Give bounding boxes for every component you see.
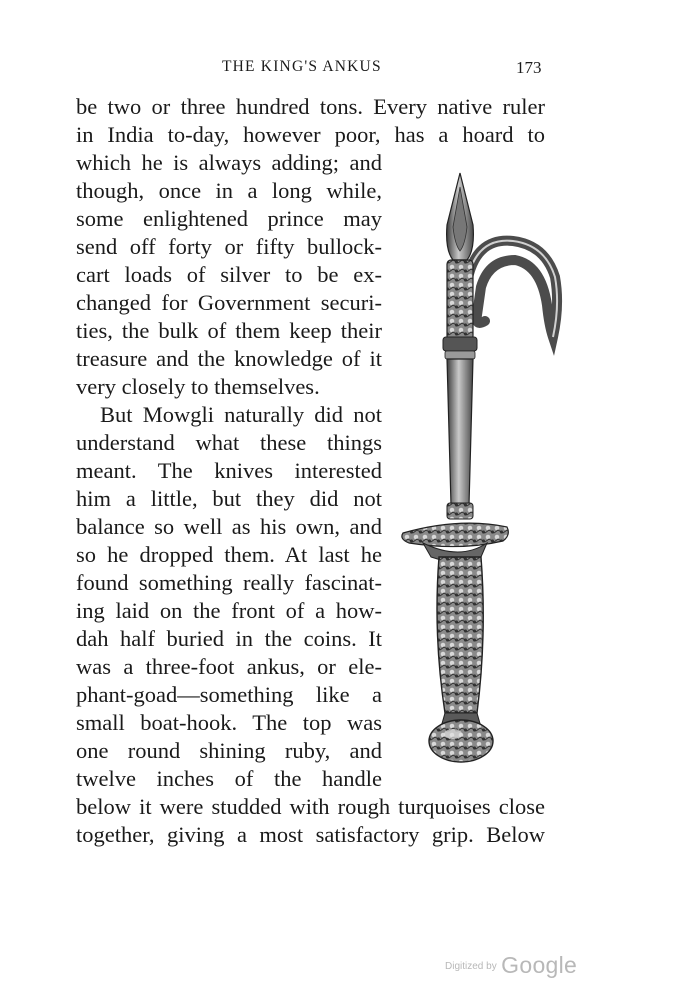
text-line: understand what these things	[76, 430, 382, 455]
pommel	[429, 720, 493, 762]
text-line: cart loads of silver to be ex-	[76, 262, 382, 287]
text-line: balance so well as his own, and	[76, 514, 382, 539]
text-line: ing laid on the front of a how-	[76, 598, 382, 623]
text-line: very closely to themselves.	[76, 374, 320, 399]
text-line: be two or three hundred tons. Every native ruler	[76, 94, 545, 119]
text-line: together, giving a most satisfactory grip. Below	[76, 822, 545, 847]
text-line: treasure and the knowledge of it	[76, 346, 382, 371]
running-head	[0, 58, 675, 82]
shaft	[447, 359, 473, 505]
text-line: him a little, but they did not	[76, 486, 382, 511]
text-line: found something really fascinat-	[76, 570, 382, 595]
text-line: one round shining ruby, and	[76, 738, 382, 763]
text-line: changed for Government securi-	[76, 290, 382, 315]
upper-socket	[447, 260, 473, 340]
ankus-illustration	[395, 165, 570, 770]
text-line: meant. The knives interested	[76, 458, 382, 483]
text-line: But Mowgli naturally did not	[100, 402, 382, 427]
watermark-brand: Google	[501, 952, 578, 978]
guard	[402, 523, 508, 546]
text-line: send off forty or fifty bullock-	[76, 234, 382, 259]
page-number: 173	[516, 58, 542, 77]
grip	[437, 557, 483, 713]
text-line: small boat-hook. The top was	[76, 710, 382, 735]
text-line: was a three-foot ankus, or ele-	[76, 654, 382, 679]
text-line: below it were studded with rough turquoises close	[76, 794, 545, 819]
text-line: though, once in a long while,	[76, 178, 382, 203]
text-line: ties, the bulk of them keep their	[76, 318, 382, 343]
text-line: in India to-day, however poor, has a hoard to	[76, 122, 545, 147]
text-line: some enlightened prince may	[76, 206, 382, 231]
text-line: which he is always adding; and	[76, 150, 382, 175]
watermark-prefix: Digitized by	[445, 961, 497, 972]
text-line: twelve inches of the handle	[76, 766, 382, 791]
text-line: dah half buried in the coins. It	[76, 626, 382, 651]
digitized-by-google-watermark	[445, 952, 577, 982]
text-line: phant-goad—something like a	[76, 682, 382, 707]
running-title: THE KING'S ANKUS	[222, 58, 382, 75]
text-line: so he dropped them. At last he	[76, 542, 382, 567]
